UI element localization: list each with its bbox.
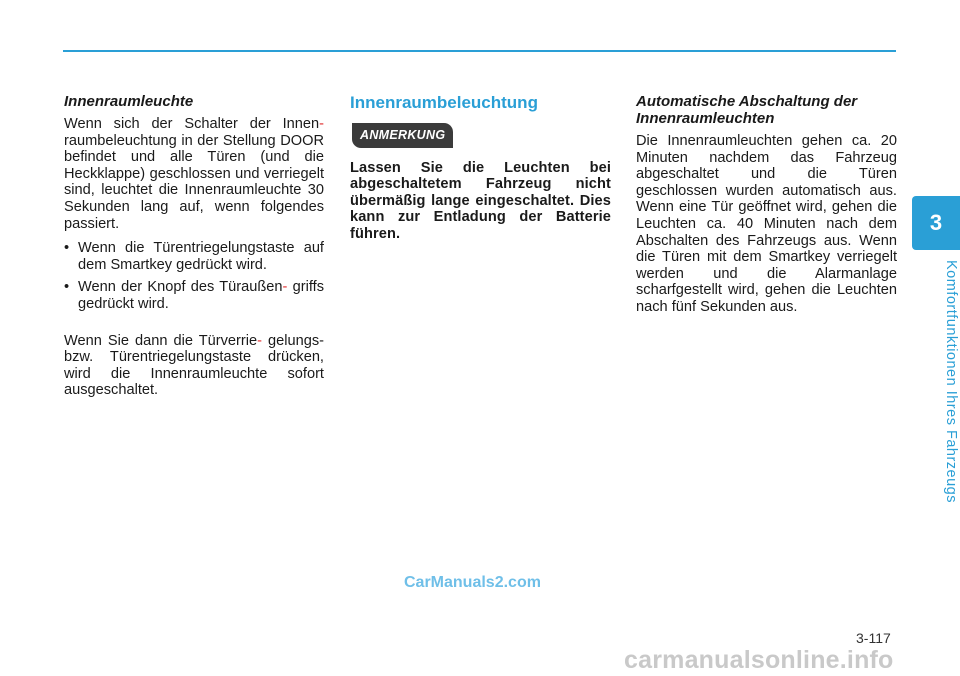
- hyphen-mark: -: [257, 332, 262, 349]
- footer-watermark: carmanualsonline.info: [624, 646, 894, 674]
- paragraph-intro: Wenn sich der Schalter der Innen- raumbeleuchtung in der Stellung DOOR befindet und alle Türen (und die Heckklappe) geschlossen und verriegelt sind, leuchtet die Innenraumleuchte 30 Sekunden lang auf, wenn folgendes passiert.: [64, 116, 324, 232]
- bullet-icon: •: [64, 279, 70, 296]
- watermark-text: CarManuals2.com: [404, 574, 541, 591]
- page-number: 3-117: [856, 630, 891, 646]
- chapter-label: Komfortfunktionen Ihres Fahrzeugs: [943, 260, 959, 503]
- column-2: [350, 93, 611, 243]
- note-text: Lassen Sie die Leuchten bei abgeschaltetem Fahrzeug nicht übermäßig lange eingeschaltet. Dies kann zur Entladung der Batterie führen.: [350, 159, 611, 242]
- heading-innenraumleuchte: Innenraumleuchte: [64, 93, 194, 110]
- paragraph-switch-off: Wenn Sie dann die Türverrie- gelungs- bzw. Türentriegelungstaste drücken, wird die Innenraumleuchte sofort ausgeschaltet.: [64, 332, 324, 399]
- list-item: • Wenn die Türentriegelungstaste auf dem Smartkey gedrückt wird.: [64, 240, 324, 273]
- hyphen-mark: -: [319, 116, 324, 132]
- column-3: [636, 93, 897, 316]
- hyphen-mark: -: [282, 279, 288, 296]
- heading-automatische-abschaltung: Automatische Abschaltung der Innenraumleuchten: [636, 93, 858, 127]
- heading-innenraumbeleuchtung: Innenraumbeleuchtung: [350, 93, 538, 112]
- condition-list: [64, 240, 324, 312]
- list-item: • Wenn der Knopf des Türaußen- griffs gedrückt wird.: [64, 279, 324, 312]
- column-1: [64, 93, 324, 399]
- note-badge: ANMERKUNG: [352, 123, 453, 148]
- paragraph-auto-off: Die Innenraumleuchten gehen ca. 20 Minuten nachdem das Fahrzeug abgeschaltet und die Türen geschlossen wurden automatisch aus. Wenn eine Tür geöffnet wird, gehen die Leuchten ca. 40 Minuten nach dem Abschalten des Fahrzeugs aus. Wenn die Türen mit dem Smartkey verriegelt werden und die Alarmanlage scharfgestellt wird, gehen die Leuchten nach fünf Sekunden aus.: [636, 133, 897, 315]
- chapter-tab: 3: [912, 196, 960, 250]
- top-rule: [63, 50, 896, 52]
- bullet-icon: •: [64, 240, 70, 257]
